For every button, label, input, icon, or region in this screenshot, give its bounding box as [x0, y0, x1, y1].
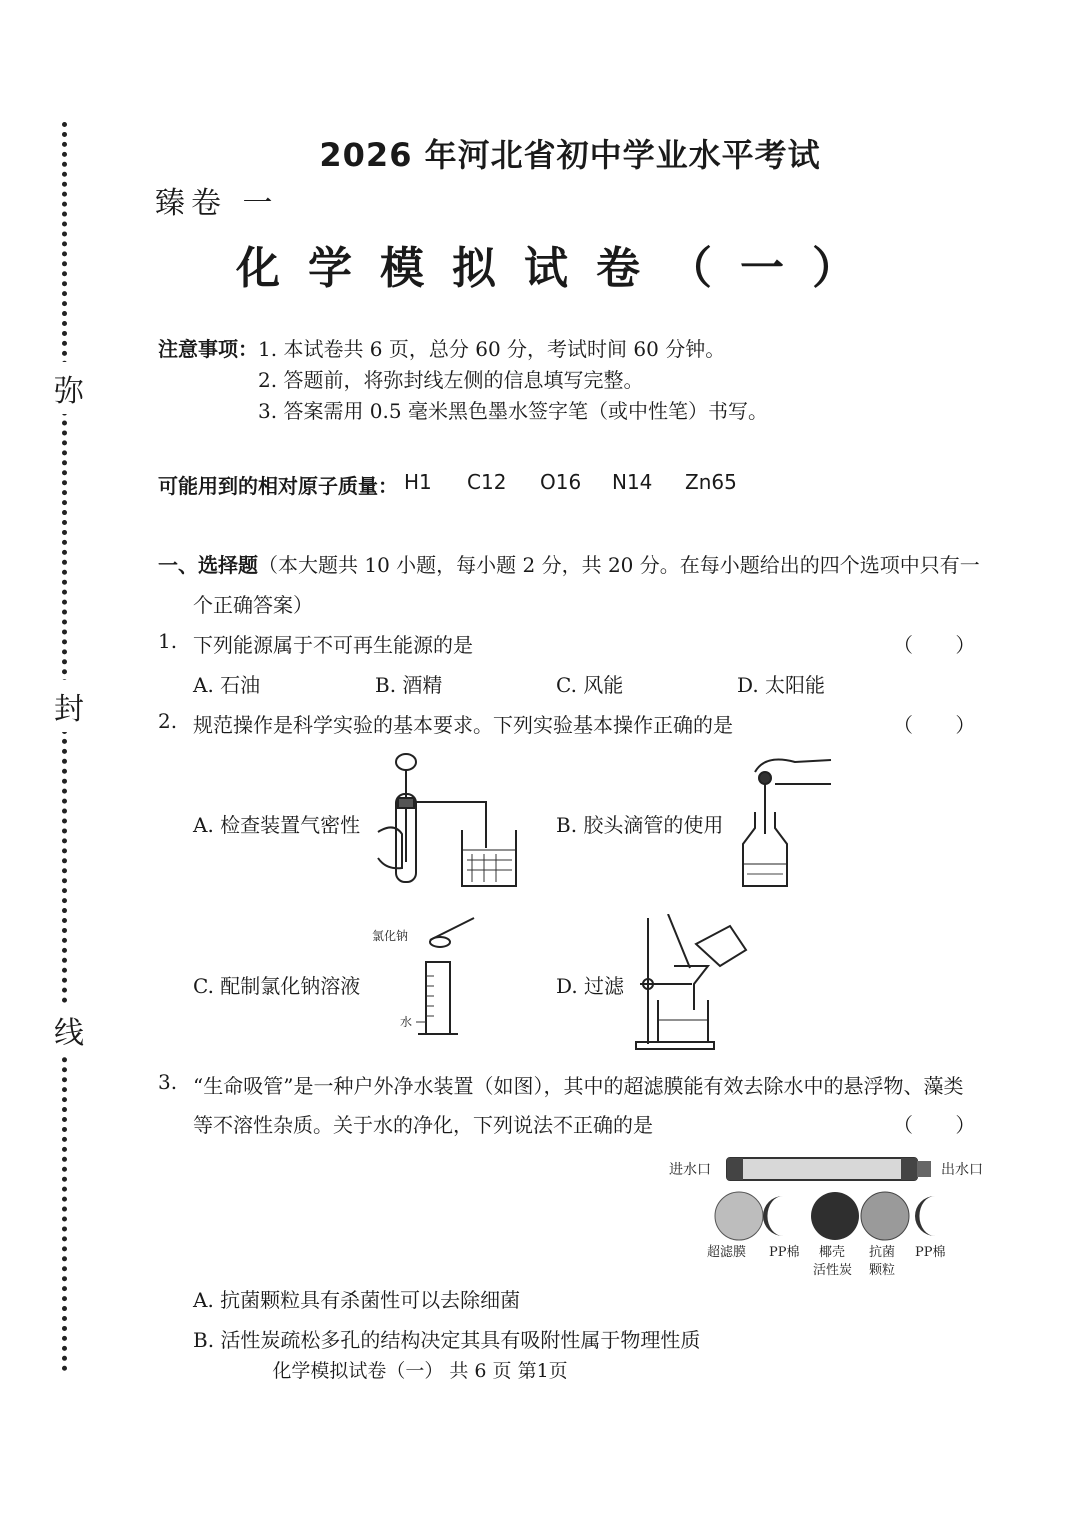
q3-text-line1: “生命吸管”是一种户外净水装置（如图），其中的超滤膜能有效去除水中的悬浮物、藻类	[193, 1074, 964, 1098]
q3-layer-label-5: PP棉	[915, 1245, 946, 1260]
seal-char-feng: 封	[52, 680, 86, 732]
atomic-mass-label: 可能用到的相对原子质量：	[158, 474, 398, 498]
q1-answer-paren: （ ）	[893, 633, 994, 657]
section-heading-bold: 一、选择题	[158, 553, 258, 577]
q2-figure-filtration	[612, 914, 752, 1054]
q3-option-a: A. 抗菌颗粒具有杀菌性可以去除细菌	[193, 1288, 521, 1312]
seal-dotted-line	[62, 122, 67, 1372]
section-heading-rest: （本大题共 10 小题，每小题 2 分，共 20 分。在每小题给出的四个选项中只有一	[258, 553, 980, 577]
atomic-mass-c: C12	[467, 470, 507, 494]
atomic-mass-n: N14	[612, 470, 653, 494]
q2-figure-nacl-label: 氯化钠	[372, 929, 409, 943]
notice-item-2: 2. 答题前，将弥封线左侧的信息填写完整。	[258, 368, 644, 392]
section-heading	[158, 549, 980, 578]
q3-inlet-label: 进水口	[669, 1162, 711, 1178]
q2-figure-airtightness	[372, 750, 522, 890]
q2-option-d: D. 过滤	[556, 974, 625, 998]
q3-layer-label-2: PP棉	[769, 1245, 800, 1260]
q3-layer-label-4b: 颗粒	[869, 1263, 896, 1278]
q2-option-a: A. 检查装置气密性	[193, 813, 361, 837]
q2-figure-dropper	[735, 748, 835, 892]
q3-figure-life-straw	[665, 1148, 1000, 1278]
section-heading-line2: 个正确答案）	[193, 593, 313, 617]
q2-figure-nacl-solution	[370, 912, 480, 1040]
seal-char-xian: 线	[52, 1004, 86, 1056]
q3-layer-label-3b: 活性炭	[813, 1263, 853, 1278]
notice-label: 注意事项：	[158, 337, 258, 361]
q3-text-line2: 等不溶性杂质。关于水的净化，下列说法不正确的是	[193, 1113, 653, 1137]
main-title: 化学模拟试卷（一）	[236, 243, 884, 294]
q2-answer-paren: （ ）	[893, 713, 994, 737]
notice-item-3: 3. 答案需用 0.5 毫米黑色墨水签字笔（或中性笔）书写。	[258, 399, 768, 423]
q2-text: 规范操作是科学实验的基本要求。下列实验基本操作正确的是	[193, 713, 733, 737]
q2-option-b: B. 胶头滴管的使用	[556, 813, 724, 837]
q3-answer-paren: （ ）	[893, 1113, 994, 1137]
q3-straw-tube	[727, 1158, 931, 1180]
atomic-mass-o: O16	[540, 470, 582, 494]
seal-char-mi: 弥	[52, 362, 86, 414]
q3-number: 3.	[158, 1070, 178, 1094]
notice-item-1: 1. 本试卷共 6 页，总分 60 分，考试时间 60 分钟。	[258, 337, 726, 361]
exam-title: 2026 年河北省初中学业水平考试	[319, 136, 821, 174]
q1-text: 下列能源属于不可再生能源的是	[193, 633, 473, 657]
q1-option-b: B. 酒精	[375, 673, 443, 697]
q1-number: 1.	[158, 629, 178, 653]
q3-layer-label-3: 椰壳	[819, 1245, 846, 1260]
q2-number: 2.	[158, 709, 178, 733]
q1-option-c: C. 风能	[556, 673, 624, 697]
q1-option-d: D. 太阳能	[737, 673, 826, 697]
atomic-mass-zn: Zn65	[685, 470, 737, 494]
paper-subtitle: 臻卷 一	[155, 186, 279, 221]
q1-option-a: A. 石油	[193, 673, 261, 697]
q3-layer-label-4: 抗菌	[869, 1245, 896, 1260]
q3-option-b: B. 活性炭疏松多孔的结构决定其具有吸附性属于物理性质	[193, 1328, 701, 1352]
q2-option-c: C. 配制氯化钠溶液	[193, 974, 361, 998]
page-footer: 化学模拟试卷（一） 共 6 页 第1页	[272, 1360, 568, 1382]
q2-figure-water-label: 水	[400, 1015, 413, 1029]
q3-outlet-label: 出水口	[941, 1162, 983, 1178]
q3-layer-label-1: 超滤膜	[707, 1245, 747, 1260]
q3-filter-layers	[715, 1192, 935, 1240]
atomic-mass-h: H1	[404, 470, 432, 494]
